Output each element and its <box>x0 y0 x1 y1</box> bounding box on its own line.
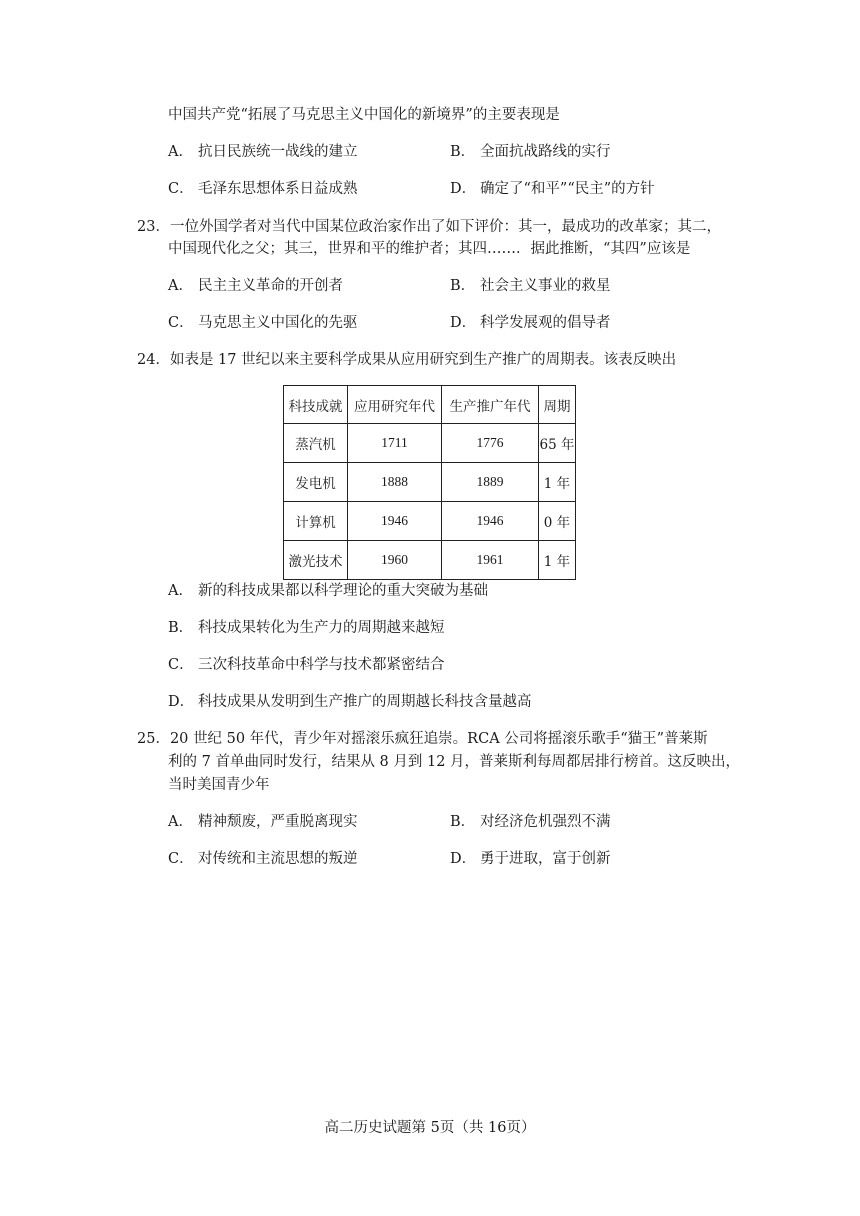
q22-option-c[interactable] <box>168 179 358 199</box>
option-letter: A． <box>168 583 193 599</box>
option-letter: D． <box>450 851 477 867</box>
option-text: 毛泽东思想体系日益成熟 <box>198 181 358 197</box>
option-text: 科技成果转化为生产力的周期越来越短 <box>198 620 445 636</box>
option-text: 对传统和主流思想的叛逆 <box>198 851 358 867</box>
q23-option-b[interactable] <box>450 276 611 296</box>
option-letter: C． <box>168 181 194 197</box>
option-text: 抗日民族统一战线的建立 <box>198 144 358 160</box>
table-header-cell: 应用研究年代 <box>348 386 442 424</box>
option-letter: A． <box>168 814 193 830</box>
table-header-cell: 科技成就 <box>284 386 348 424</box>
option-text: 精神颓废，严重脱离现实 <box>198 814 358 830</box>
option-letter: A． <box>168 278 193 294</box>
q23-option-c[interactable] <box>168 313 358 333</box>
table-cell: 1946 <box>442 502 539 541</box>
table-cell: 0 年 <box>539 502 576 541</box>
option-letter: C． <box>168 851 194 867</box>
option-letter: B． <box>450 814 476 830</box>
q22-option-d[interactable] <box>450 179 655 199</box>
option-text: 马克思主义中国化的先驱 <box>198 315 358 331</box>
table-cell: 1711 <box>348 424 442 463</box>
option-letter: D． <box>450 181 477 197</box>
table-row <box>284 463 576 502</box>
table-cell: 1888 <box>348 463 442 502</box>
table-cell: 1961 <box>442 541 539 580</box>
q23-option-d[interactable] <box>450 313 611 333</box>
question-23-stem-line2: 中国现代化之父；其三，世界和平的维护者；其四……．据此推断，“其四”应该是 <box>168 241 691 257</box>
table-row <box>284 502 576 541</box>
table-cell: 1960 <box>348 541 442 580</box>
q25-option-d[interactable] <box>450 849 611 869</box>
table-cell: 蒸汽机 <box>284 424 348 463</box>
option-text: 全面抗战路线的实行 <box>480 144 611 160</box>
question-25-stem-line1: 25．20 世纪 50 年代，青少年对摇滚乐疯狂追崇。RCA 公司将摇滚乐歌手“猫王”普莱斯 <box>137 731 708 747</box>
q24-option-d[interactable] <box>168 692 532 712</box>
question-23-stem-line1: 23．一位外国学者对当代中国某位政治家作出了如下评价：其一，最成功的改革家；其二， <box>137 219 721 235</box>
question-22-stem: 中国共产党“拓展了马克思主义中国化的新境界”的主要表现是 <box>168 107 560 123</box>
option-text: 勇于进取，富于创新 <box>480 851 611 867</box>
option-text: 科学发展观的倡导者 <box>480 315 611 331</box>
q22-option-b[interactable] <box>450 142 611 162</box>
table-cell: 1946 <box>348 502 442 541</box>
table-row <box>284 424 576 463</box>
q24-option-c[interactable] <box>168 655 445 675</box>
table-cell: 1 年 <box>539 463 576 502</box>
option-letter: D． <box>168 694 195 710</box>
table-header-cell: 周期 <box>539 386 576 424</box>
science-cycle-table <box>283 385 576 580</box>
table-row <box>284 541 576 580</box>
option-text: 社会主义事业的救星 <box>480 278 611 294</box>
q23-option-a[interactable] <box>168 276 343 296</box>
option-text: 科技成果从发明到生产推广的周期越长科技含量越高 <box>198 694 532 710</box>
question-25-stem-line3: 当时美国青少年 <box>168 777 270 793</box>
table-cell: 1 年 <box>539 541 576 580</box>
q24-option-b[interactable] <box>168 618 445 638</box>
option-text: 新的科技成果都以科学理论的重大突破为基础 <box>198 583 488 599</box>
option-text: 三次科技革命中科学与技术都紧密结合 <box>198 657 445 673</box>
page-footer: 高二历史试题第 5页（共 16页） <box>324 1120 536 1136</box>
option-text: 对经济危机强烈不满 <box>480 814 611 830</box>
option-text: 确定了“和平”“民主”的方针 <box>480 181 655 197</box>
q22-option-a[interactable] <box>168 142 358 162</box>
table-cell: 计算机 <box>284 502 348 541</box>
option-letter: B． <box>450 278 476 294</box>
option-letter: C． <box>168 315 194 331</box>
table-header-row <box>284 386 576 424</box>
option-text: 民主主义革命的开创者 <box>198 278 343 294</box>
option-letter: B． <box>450 144 476 160</box>
q24-option-a[interactable] <box>168 581 488 601</box>
table-cell: 1776 <box>442 424 539 463</box>
q25-option-a[interactable] <box>168 812 358 832</box>
table-cell: 发电机 <box>284 463 348 502</box>
question-24-stem: 24．如表是 17 世纪以来主要科学成果从应用研究到生产推广的周期表。该表反映出 <box>137 352 677 368</box>
q25-option-c[interactable] <box>168 849 358 869</box>
table-cell: 激光技术 <box>284 541 348 580</box>
option-letter: D． <box>450 315 477 331</box>
option-letter: A． <box>168 144 193 160</box>
table-header-cell: 生产推广年代 <box>442 386 539 424</box>
option-letter: C． <box>168 657 194 673</box>
q25-option-b[interactable] <box>450 812 611 832</box>
table-cell: 1889 <box>442 463 539 502</box>
table-cell: 65 年 <box>539 424 576 463</box>
option-letter: B． <box>168 620 194 636</box>
question-25-stem-line2: 利的 7 首单曲同时发行，结果从 8 月到 12 月，普莱斯利每周都居排行榜首。这反映出， <box>168 754 741 770</box>
